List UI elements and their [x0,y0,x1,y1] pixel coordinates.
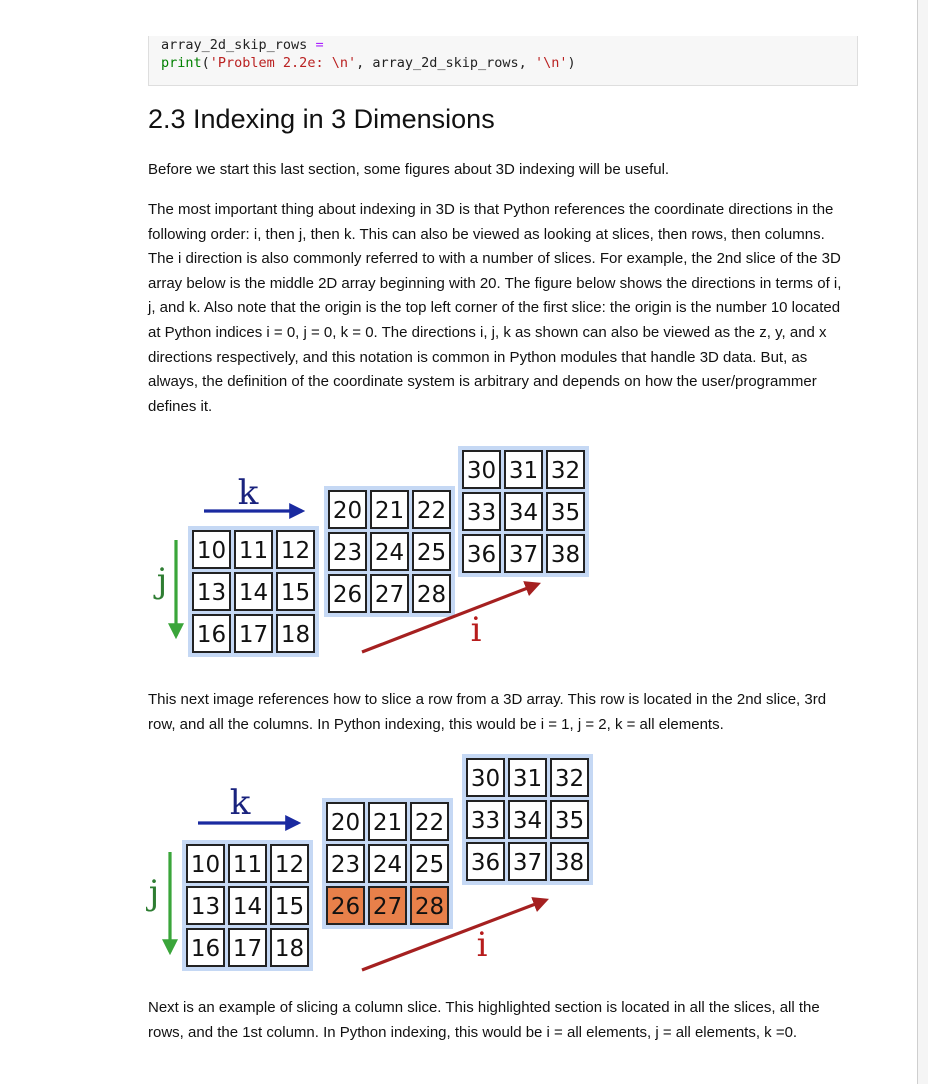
cell-value: 10 [196,538,227,564]
cell-value: 22 [416,498,447,524]
slice-1 [324,486,455,617]
column-slice-paragraph: Next is an example of slicing a column slice. This highlighted section is located in all the slices, all the rows, and the 1st column. In Python indexing, this would be i = all elements, j = all elements, k =0. [148,999,820,1041]
code-string-1: 'Problem 2.2e: \n' [209,55,357,71]
page-border [917,0,918,1084]
code-open-paren: ( [201,55,210,71]
cell-value: 33 [470,808,501,834]
cell-value: 32 [554,766,585,792]
cell-value: 25 [414,852,445,878]
cell-value: 35 [554,808,585,834]
cell-value: 15 [274,894,305,920]
cell-value: 12 [280,538,311,564]
cell-value: 34 [512,808,543,834]
cell-value: 33 [466,500,497,526]
indexing-paragraph: The most important thing about indexing in 3D is that Python references the coordinate directions in the following order: i, then j, then k. This can also be viewed as looking at slices, then rows, then columns. The i direction is also commonly referred to with a number of slices. For example, the 2nd slice of the 3D array below is the middle 2D array beginning with 20. The figure below shows the directions in terms of i, j, and k. Also note that the origin is the top left corner of the first slice: the origin is the number 10 located at Python indices i = 0, j = 0, k = 0. The directions i, j, k as shown can also be viewed as the z, y, and x directions respectively, and this notation is common in Python modules that handle 3D data. But, as always, the definition of the coordinate system is arbitrary and depends on how the user/programmer defines it. [148,201,842,415]
code-line-2 [161,54,845,72]
code-variable: array_2d_skip_rows [161,37,308,53]
cell-value: 23 [330,852,361,878]
cell-value: 16 [196,622,227,648]
cell-value: 28 [416,582,447,608]
code-argument: array_2d_skip_rows [372,55,519,71]
code-close-paren: ) [567,55,576,71]
cell-value: 26 [332,582,363,608]
cell-value: 17 [232,936,263,962]
cell-value: 32 [550,458,581,484]
code-cell[interactable] [148,36,858,86]
cell-value: 25 [416,540,447,566]
cell-value: 17 [238,622,269,648]
cell-value: 18 [280,622,311,648]
cell-value: 14 [232,894,263,920]
cell-value: 22 [414,810,445,836]
code-comma-1: , [356,55,373,71]
slice-1 [322,798,453,929]
j-axis-label: j [148,873,160,913]
cell-value: 13 [196,580,227,606]
cell-value: 35 [550,500,581,526]
code-string-2: '\n' [534,55,568,71]
row-slice-diagram [146,752,598,974]
cell-value: 30 [470,766,501,792]
cell-value: 38 [550,542,581,568]
cell-value: 37 [512,850,543,876]
section-heading: 2.3 Indexing in 3 Dimensions [148,104,495,134]
cell-value: 27 [372,894,403,920]
cell-value: 11 [232,852,263,878]
cell-value: 36 [466,542,497,568]
cell-value: 21 [374,498,405,524]
slice-0 [182,840,313,971]
cell-value: 14 [238,580,269,606]
cell-value: 38 [554,850,585,876]
cell-value: 16 [190,936,221,962]
cell-value: 37 [508,542,539,568]
cell-value: 36 [470,850,501,876]
code-assign-operator: = [307,37,324,53]
cell-value: 23 [332,540,363,566]
slice-2 [462,754,593,885]
cell-value: 12 [274,852,305,878]
code-print-function: print [161,55,202,71]
i-axis-label: i [476,925,488,965]
indexing-3d-diagram [150,444,590,660]
k-axis-label: k [237,473,259,513]
row-slice-figure [146,752,598,974]
cell-value: 20 [330,810,361,836]
cell-value: 11 [238,538,269,564]
cell-value: 24 [374,540,405,566]
cell-value: 15 [280,580,311,606]
code-line-1 [161,36,845,54]
slice-0 [188,526,319,657]
cell-value: 31 [512,766,543,792]
right-margin [918,0,928,1084]
code-comma-2: , [518,55,535,71]
cell-value: 30 [466,458,497,484]
cell-value: 21 [372,810,403,836]
cell-value: 18 [274,936,305,962]
k-axis-label: k [229,783,251,823]
cell-value: 34 [508,500,539,526]
cell-value: 13 [190,894,221,920]
i-axis-label: i [470,610,482,650]
cell-value: 31 [508,458,539,484]
intro-paragraph: Before we start this last section, some figures about 3D indexing will be useful. [148,161,670,178]
cell-value: 27 [374,582,405,608]
j-axis-label: j [156,561,168,601]
slice-2 [458,446,589,577]
cell-value: 28 [414,894,445,920]
cell-value: 26 [330,894,361,920]
cell-value: 20 [332,498,363,524]
cell-value: 10 [190,852,221,878]
row-slice-paragraph: This next image references how to slice a row from a 3D array. This row is located in the 2nd slice, 3rd row, and all the columns. In Python indexing, this would be i = 1, j = 2, k = all elements. [148,691,827,733]
cell-value: 24 [372,852,403,878]
indexing-3d-figure [150,444,590,660]
